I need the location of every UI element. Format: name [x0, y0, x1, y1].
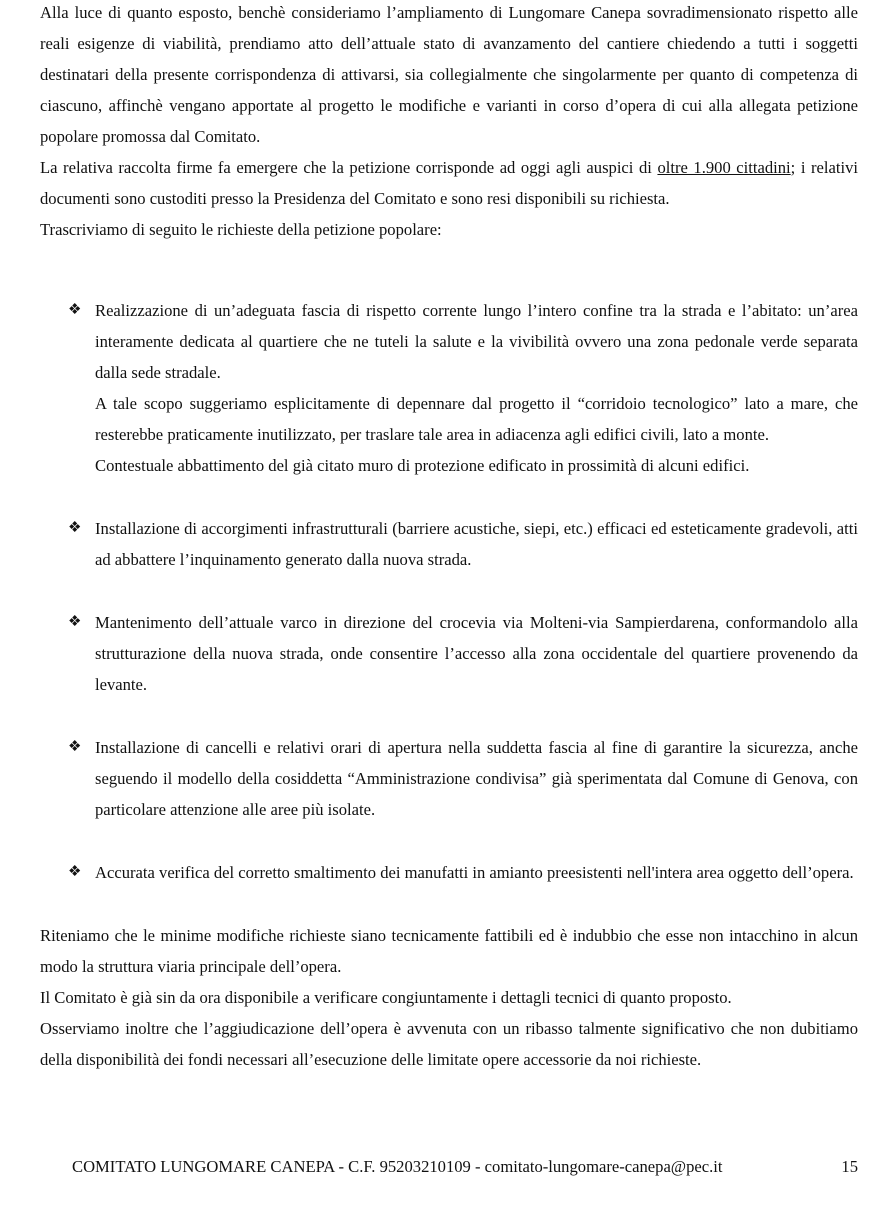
bullet-diamond-icon: ❖	[68, 302, 82, 318]
request-5-paragraph-1: Accurata verifica del corretto smaltimento dei manufatti in amianto preesistenti nell'intera area oggetto dell’opera.	[95, 863, 854, 882]
request-item-5	[40, 857, 858, 888]
request-item-3	[40, 607, 858, 700]
request-item-1	[40, 295, 858, 481]
request-item-2	[40, 513, 858, 575]
request-1-paragraph-1: Realizzazione di un’adeguata fascia di rispetto corrente lungo l’intero confine tra la strada e l’abitato: un’area interamente dedicata al quartiere che ne tuteli la salute e la vivibilità ovvero una zona pedonale verde separata dalla sede stradale.	[95, 301, 858, 382]
intro-paragraph-2	[40, 152, 858, 214]
closing-paragraph-2: Il Comitato è già sin da ora disponibile a verificare congiuntamente i dettagli tecnici di quanto proposto.	[40, 988, 732, 1007]
request-1-paragraph-3: Contestuale abbattimento del già citato muro di protezione edificato in prossimità di alcuni edifici.	[95, 456, 750, 475]
intro-paragraph-2-end: ; i relativi documenti sono custoditi presso la Presidenza del Comitato e sono resi disponibili su richiesta.	[40, 158, 858, 208]
bullet-diamond-icon: ❖	[68, 864, 82, 880]
closing-paragraph-1: Riteniamo che le minime modifiche richieste siano tecnicamente fattibili ed è indubbio che esse non intacchino in alcun modo la struttura viaria principale dell’opera.	[40, 926, 858, 976]
request-3-paragraph-1: Mantenimento dell’attuale varco in direzione del crocevia via Molteni-via Sampierdarena, conformandolo alla strutturazione della nuova strada, onde consentire l’accesso alla zona occidentale del quartiere provenendo da levante.	[95, 613, 858, 694]
footer-text: COMITATO LUNGOMARE CANEPA - C.F. 95203210109 - comitato-lungomare-canepa@pec.it	[72, 1157, 723, 1176]
bullet-diamond-icon: ❖	[68, 520, 82, 536]
page-footer	[72, 1155, 858, 1179]
intro-paragraph-2-start: La relativa raccolta firme fa emergere che la petizione corrisponde ad oggi agli auspici di	[40, 158, 658, 177]
bullet-diamond-icon: ❖	[68, 614, 82, 630]
request-item-4	[40, 732, 858, 825]
bullet-diamond-icon: ❖	[68, 739, 82, 755]
intro-paragraph-1: Alla luce di quanto esposto, benchè consideriamo l’ampliamento di Lungomare Canepa sovradimensionato rispetto alle reali esigenze di viabilità, prendiamo atto dell’attuale stato di avanzamento del cantiere chiedendo a tutti i soggetti destinatari della presente corrispondenza di attivarsi, sia collegialmente che singolarmente per quanto di competenza di ciascuno, affinchè vengano apportate al progetto le modifiche e varianti in corso d’opera di cui alla allegata petizione popolare promossa dal Comitato.	[40, 3, 858, 146]
signature-count: oltre 1.900 cittadini	[657, 158, 791, 177]
request-1-paragraph-2: A tale scopo suggeriamo esplicitamente di depennare dal progetto il “corridoio tecnologico” lato a mare, che resterebbe praticamente inutilizzato, per traslare tale area in adiacenza agli edifici civili, lato a monte.	[95, 394, 858, 444]
request-4-paragraph-1: Installazione di cancelli e relativi orari di apertura nella suddetta fascia al fine di garantire la sicurezza, anche seguendo il modello della cosiddetta “Amministrazione condivisa” già sperimentata dal Comune di Genova, con particolare attenzione alle aree più isolate.	[95, 738, 858, 819]
request-2-paragraph-1: Installazione di accorgimenti infrastrutturali (barriere acustiche, siepi, etc.) efficaci ed esteticamente gradevoli, atti ad abbattere l’inquinamento generato dalla nuova strada.	[95, 519, 858, 569]
closing-paragraph-3: Osserviamo inoltre che l’aggiudicazione dell’opera è avvenuta con un ribasso talmente significativo che non dubitiamo della disponibilità dei fondi necessari all’esecuzione delle limitate opere accessorie da noi richieste.	[40, 1019, 858, 1069]
document-page	[40, 0, 858, 1075]
page-number: 15	[841, 1157, 858, 1176]
intro-paragraph-3: Trascriviamo di seguito le richieste della petizione popolare:	[40, 220, 442, 239]
